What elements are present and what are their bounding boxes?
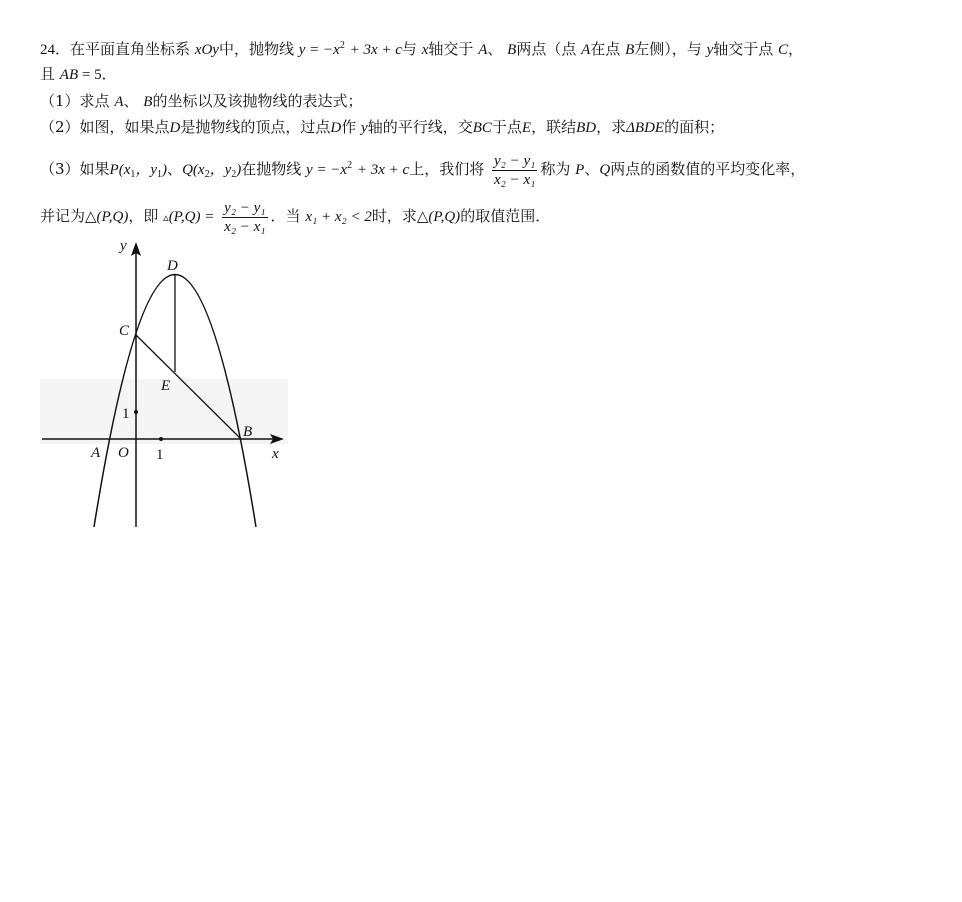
tick-x-label: 1: [156, 447, 164, 463]
problem-line-1: 24．在平面直角坐标系 xOy中，抛物线 $y = -x^2 + 3x + c$与 x轴交于 A、 B两点（点 A在点 B左侧），与 y轴交于点 C，: [40, 40, 804, 58]
point-e-label: E: [161, 378, 171, 394]
problem-line-2: 且 AB = 5．: [40, 65, 117, 83]
point-a-label: A: [91, 445, 101, 461]
question-3: （3）如果$P(x_1$，$y_1$)、$Q(x_2$，$y_2$)在抛物线 $y = -x^2 + 3x + c$上，我们将 $\frac{\text{y₂ − y₁}}{\text{x₂ − x₁}}$ 称为 P、Q两点的函数值的平均变化率，: [40, 152, 806, 188]
tick-y-1: [134, 410, 138, 414]
x-axis-label: x: [272, 446, 279, 462]
rate-fraction-2: $\frac{\text{y₂ − y₁}}{\text{x₂ − x₁}}$: [224, 199, 266, 235]
question-2: （2）如图，如果点D是抛物线的顶点，过点D作 y轴的平行线，交BC于点E，联结BD，求ΔBDE的面积；: [40, 118, 725, 136]
point-b-label: B: [243, 424, 253, 440]
question-1: （1）求点 A、 B的坐标以及该抛物线的表达式；: [40, 92, 363, 110]
tick-x-1: [159, 437, 163, 441]
origin-label: O: [118, 445, 129, 461]
rate-fraction: $\frac{\text{y₂ − y₁}}{\text{x₂ − x₁}}$: [493, 152, 536, 188]
tick-y-label: 1: [122, 406, 130, 422]
point-d-label: D: [167, 258, 178, 274]
problem-line-6: 并记为△(P,Q)，即 ▵(P,Q) = $\frac{\text{y₂ − y₁}}{\text{x₂ − x₁}}$ ．当 x₁ + x₂ < 2时，求△(P,Q)的取值范围．: [40, 199, 551, 235]
y-axis-label: y: [120, 238, 127, 254]
parabola-figure: [40, 236, 290, 531]
point-c-label: C: [119, 323, 130, 339]
